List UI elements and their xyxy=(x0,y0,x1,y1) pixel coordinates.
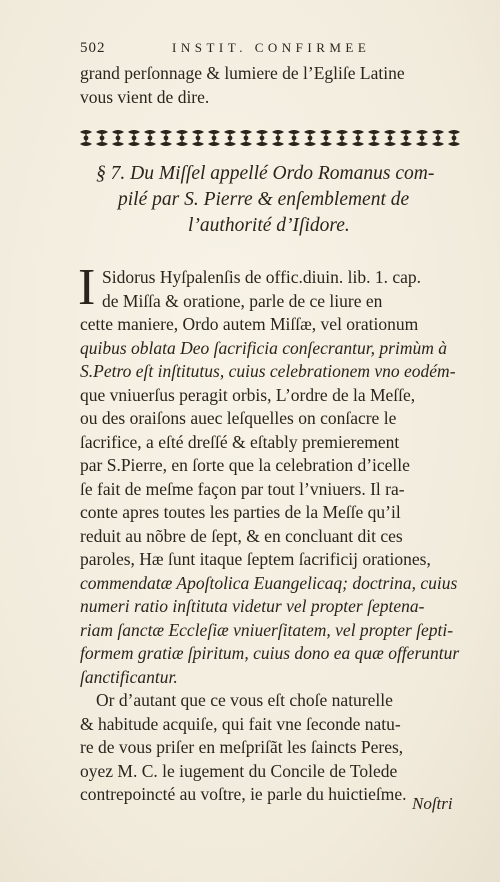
body-line: re de vous priſer en meſpriſãt les ſaincts Peres, xyxy=(80,737,404,757)
body-line: reduit au nõbre de ſept, & en concluant dit ces xyxy=(80,525,403,546)
body-line: cette maniere, Ordo autem Miſſæ, vel orationum xyxy=(80,314,419,334)
running-head xyxy=(80,40,460,62)
catchword: Noſtri xyxy=(412,794,453,813)
body-line: oyez M. C. le iugement du Concile de Tolede xyxy=(80,760,398,781)
running-title: INSTIT. CONFIRMEE xyxy=(172,40,371,55)
body-line: S.Petro eſt inſtitutus, cuius celebrationem vno eodém- xyxy=(80,361,456,381)
body-line: Or d’autant que ce vous eſt choſe naturelle xyxy=(96,690,393,710)
body-line: ſanctificantur. xyxy=(80,666,178,687)
body-line: que vniuerſus peragit orbis, L’ordre de la Meſſe, xyxy=(80,384,416,405)
body-line: riam ſanctæ Eccleſiæ vniuerſitatem, vel propter ſepti- xyxy=(80,619,454,640)
body-line: numeri ratio inſtituta videtur vel propter ſeptena- xyxy=(80,596,425,616)
page-number: 502 xyxy=(80,40,106,56)
body-line: ou des oraiſons auec leſquelles on conſacre le xyxy=(80,408,397,428)
body-line: de Miſſa & oratione, parle de ce liure en xyxy=(102,290,383,311)
body-line: commendatæ Apoſtolica Euangelicaq; doctrina, cuius xyxy=(80,572,458,593)
ornament-band xyxy=(78,128,464,148)
section-heading-line: l’authorité d’Iſidore. xyxy=(188,215,350,236)
body-line: ſacrifice, a eſté dreſſé & eſtably premierement xyxy=(80,431,400,452)
body-line: paroles, Hæ ſunt itaque ſeptem ſacrificij orationes, xyxy=(80,549,431,569)
section-heading-line: § 7. Du Miſſel appellé Ordo Romanus com- xyxy=(96,163,435,184)
section-heading-line: pilé par S. Pierre & enſemblement de xyxy=(118,189,410,210)
text-line: vous vient de dire. xyxy=(80,87,210,107)
text-line: grand perſonnage & lumiere de l’Egliſe Latine xyxy=(80,63,405,83)
body-line: par S.Pierre, en ſorte que la celebration d’icelle xyxy=(80,455,410,475)
body-line: Sidorus Hyſpalenſis de offic.diuin. lib. 1. cap. xyxy=(102,267,422,287)
body-line: contrepoincté au voſtre, ie parle du huictieſme. xyxy=(80,784,407,804)
body-line: quibus oblata Deo ſacrificia conſecrantur, primùm à xyxy=(80,337,447,358)
body-line: formem gratiæ ſpiritum, cuius dono ea quæ offeruntur xyxy=(80,643,460,663)
body-line: conte apres toutes les parties de la Meſſe qu’il xyxy=(80,502,401,522)
body-line: & habitude acquiſe, qui fait vne ſeconde natu- xyxy=(80,713,401,734)
body-line: ſe fait de meſme façon par tout l’vniuers. Il ra- xyxy=(80,478,405,499)
drop-cap: I xyxy=(78,259,96,316)
